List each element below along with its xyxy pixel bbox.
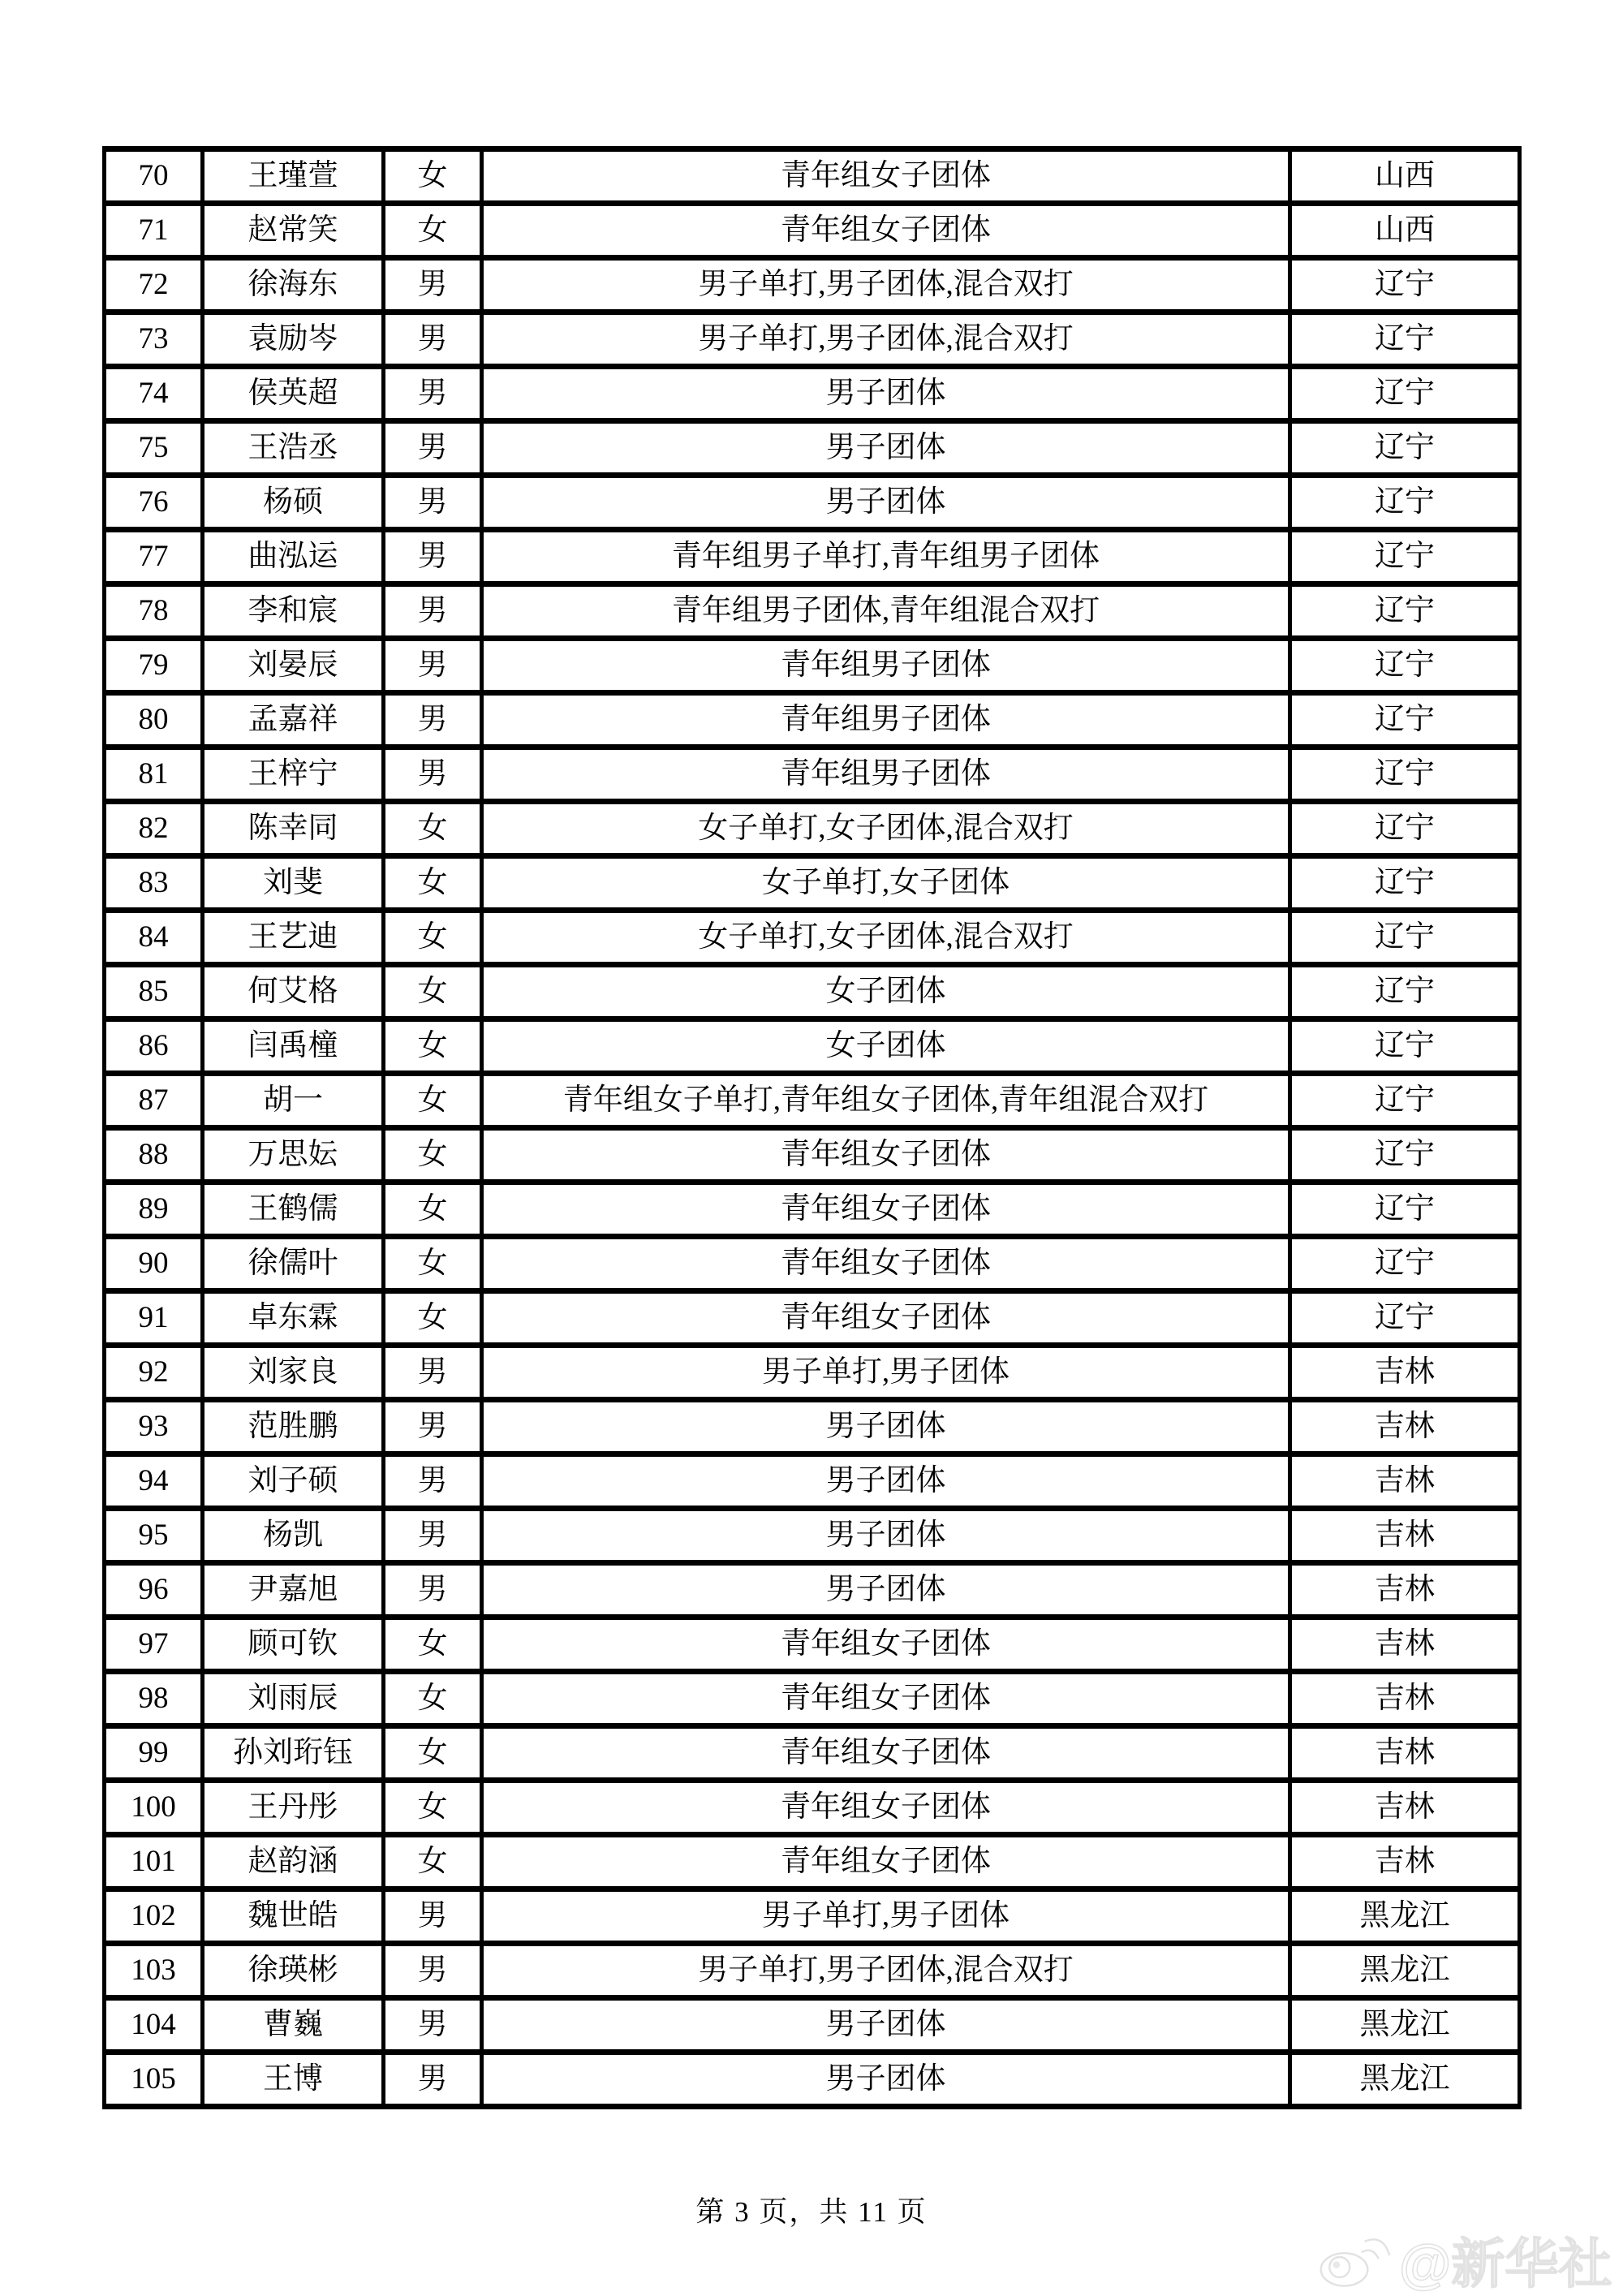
cell-gender: 男 (384, 1346, 482, 1400)
table-row (105, 1400, 1520, 1454)
cell-unit: 吉林 (1290, 1563, 1520, 1618)
cell-name: 徐海东 (203, 258, 384, 312)
cell-events: 青年组女子团体 (482, 204, 1290, 258)
table-row (105, 693, 1520, 747)
weibo-icon (1316, 2225, 1394, 2293)
cell-events: 青年组女子团体 (482, 1128, 1290, 1182)
table-row (105, 639, 1520, 693)
cell-unit: 辽宁 (1290, 530, 1520, 584)
cell-unit: 吉林 (1290, 1726, 1520, 1781)
cell-unit: 黑龙江 (1290, 2053, 1520, 2107)
table-row (105, 530, 1520, 584)
cell-unit: 吉林 (1290, 1781, 1520, 1835)
cell-events: 青年组男子团体 (482, 747, 1290, 802)
cell-seq: 95 (105, 1509, 203, 1563)
table-row (105, 421, 1520, 476)
cell-gender: 男 (384, 258, 482, 312)
table-row (105, 1944, 1520, 1998)
cell-gender: 女 (384, 1781, 482, 1835)
cell-events: 男子单打,男子团体,混合双打 (482, 1944, 1290, 1998)
cell-gender: 男 (384, 367, 482, 421)
cell-seq: 81 (105, 747, 203, 802)
cell-events: 青年组女子团体 (482, 1237, 1290, 1291)
table-row (105, 1726, 1520, 1781)
cell-seq: 84 (105, 911, 203, 965)
cell-name: 卓东霖 (203, 1291, 384, 1346)
cell-unit: 辽宁 (1290, 911, 1520, 965)
cell-unit: 黑龙江 (1290, 1944, 1520, 1998)
cell-name: 刘雨辰 (203, 1672, 384, 1726)
cell-events: 女子团体 (482, 1019, 1290, 1074)
cell-name: 杨凯 (203, 1509, 384, 1563)
cell-name: 侯英超 (203, 367, 384, 421)
cell-seq: 76 (105, 476, 203, 530)
table-row (105, 1346, 1520, 1400)
cell-seq: 91 (105, 1291, 203, 1346)
cell-events: 青年组女子团体 (482, 149, 1290, 204)
cell-events: 男子团体 (482, 2053, 1290, 2107)
cell-gender: 女 (384, 1074, 482, 1128)
table-row (105, 1781, 1520, 1835)
cell-seq: 90 (105, 1237, 203, 1291)
cell-seq: 75 (105, 421, 203, 476)
cell-unit: 吉林 (1290, 1400, 1520, 1454)
cell-unit: 辽宁 (1290, 747, 1520, 802)
cell-seq: 97 (105, 1618, 203, 1672)
cell-gender: 男 (384, 312, 482, 367)
cell-name: 陈幸同 (203, 802, 384, 856)
cell-gender: 男 (384, 1944, 482, 1998)
cell-gender: 男 (384, 476, 482, 530)
cell-seq: 79 (105, 639, 203, 693)
table-row (105, 747, 1520, 802)
cell-seq: 85 (105, 965, 203, 1019)
cell-gender: 女 (384, 1672, 482, 1726)
cell-seq: 87 (105, 1074, 203, 1128)
cell-gender: 女 (384, 1128, 482, 1182)
roster-table (102, 146, 1522, 2109)
cell-gender: 男 (384, 1509, 482, 1563)
cell-unit: 辽宁 (1290, 476, 1520, 530)
table-row (105, 1835, 1520, 1889)
cell-unit: 辽宁 (1290, 1019, 1520, 1074)
cell-name: 范胜鹏 (203, 1400, 384, 1454)
table-row (105, 965, 1520, 1019)
cell-events: 男子团体 (482, 1509, 1290, 1563)
cell-events: 青年组男子团体 (482, 693, 1290, 747)
cell-seq: 82 (105, 802, 203, 856)
table-row (105, 1454, 1520, 1509)
cell-name: 胡一 (203, 1074, 384, 1128)
cell-name: 杨硕 (203, 476, 384, 530)
cell-gender: 男 (384, 421, 482, 476)
cell-unit: 吉林 (1290, 1835, 1520, 1889)
cell-name: 孟嘉祥 (203, 693, 384, 747)
cell-unit: 辽宁 (1290, 965, 1520, 1019)
cell-gender: 女 (384, 149, 482, 204)
cell-unit: 辽宁 (1290, 312, 1520, 367)
cell-name: 王瑾萱 (203, 149, 384, 204)
cell-gender: 男 (384, 693, 482, 747)
cell-name: 闫禹橦 (203, 1019, 384, 1074)
cell-seq: 93 (105, 1400, 203, 1454)
cell-name: 赵常笑 (203, 204, 384, 258)
cell-seq: 74 (105, 367, 203, 421)
cell-gender: 男 (384, 530, 482, 584)
cell-gender: 女 (384, 1726, 482, 1781)
cell-events: 男子团体 (482, 367, 1290, 421)
cell-seq: 105 (105, 2053, 203, 2107)
cell-seq: 77 (105, 530, 203, 584)
cell-events: 青年组女子团体 (482, 1182, 1290, 1237)
cell-unit: 吉林 (1290, 1509, 1520, 1563)
table-row (105, 1889, 1520, 1944)
cell-gender: 女 (384, 965, 482, 1019)
cell-seq: 102 (105, 1889, 203, 1944)
cell-seq: 73 (105, 312, 203, 367)
cell-name: 何艾格 (203, 965, 384, 1019)
cell-gender: 女 (384, 1019, 482, 1074)
cell-name: 孙刘珩钰 (203, 1726, 384, 1781)
cell-unit: 吉林 (1290, 1454, 1520, 1509)
cell-unit: 辽宁 (1290, 1237, 1520, 1291)
cell-events: 男子团体 (482, 1998, 1290, 2053)
table-row (105, 584, 1520, 639)
cell-name: 尹嘉旭 (203, 1563, 384, 1618)
cell-unit: 辽宁 (1290, 421, 1520, 476)
cell-unit: 辽宁 (1290, 693, 1520, 747)
watermark (1316, 2221, 1612, 2296)
table-row (105, 367, 1520, 421)
cell-events: 男子团体 (482, 1454, 1290, 1509)
table-row (105, 1672, 1520, 1726)
cell-unit: 辽宁 (1290, 367, 1520, 421)
table-row (105, 204, 1520, 258)
cell-name: 王梓宁 (203, 747, 384, 802)
cell-unit: 吉林 (1290, 1346, 1520, 1400)
cell-unit: 辽宁 (1290, 1291, 1520, 1346)
table-row (105, 1618, 1520, 1672)
cell-seq: 104 (105, 1998, 203, 2053)
cell-seq: 70 (105, 149, 203, 204)
cell-gender: 女 (384, 1237, 482, 1291)
cell-name: 王艺迪 (203, 911, 384, 965)
table-row (105, 149, 1520, 204)
cell-unit: 辽宁 (1290, 258, 1520, 312)
cell-unit: 辽宁 (1290, 1128, 1520, 1182)
cell-events: 男子团体 (482, 1563, 1290, 1618)
cell-seq: 101 (105, 1835, 203, 1889)
cell-events: 女子单打,女子团体,混合双打 (482, 802, 1290, 856)
cell-seq: 92 (105, 1346, 203, 1400)
cell-events: 青年组女子团体 (482, 1291, 1290, 1346)
cell-seq: 99 (105, 1726, 203, 1781)
cell-gender: 女 (384, 1291, 482, 1346)
cell-name: 刘家良 (203, 1346, 384, 1400)
table-row (105, 1074, 1520, 1128)
cell-unit: 山西 (1290, 204, 1520, 258)
cell-events: 男子单打,男子团体 (482, 1889, 1290, 1944)
cell-seq: 96 (105, 1563, 203, 1618)
cell-unit: 辽宁 (1290, 1074, 1520, 1128)
cell-gender: 男 (384, 1998, 482, 2053)
cell-name: 王浩丞 (203, 421, 384, 476)
cell-events: 男子单打,男子团体,混合双打 (482, 258, 1290, 312)
cell-events: 女子单打,女子团体 (482, 856, 1290, 911)
table-row (105, 312, 1520, 367)
cell-unit: 吉林 (1290, 1672, 1520, 1726)
cell-events: 男子团体 (482, 476, 1290, 530)
cell-gender: 女 (384, 1618, 482, 1672)
cell-unit: 辽宁 (1290, 639, 1520, 693)
cell-gender: 男 (384, 1454, 482, 1509)
cell-name: 刘斐 (203, 856, 384, 911)
cell-name: 徐瑛彬 (203, 1944, 384, 1998)
cell-seq: 71 (105, 204, 203, 258)
table-row (105, 1237, 1520, 1291)
table-row (105, 1182, 1520, 1237)
cell-name: 魏世皓 (203, 1889, 384, 1944)
cell-name: 万思妘 (203, 1128, 384, 1182)
cell-gender: 女 (384, 1182, 482, 1237)
cell-unit: 辽宁 (1290, 802, 1520, 856)
cell-events: 青年组女子团体 (482, 1726, 1290, 1781)
cell-seq: 72 (105, 258, 203, 312)
table-row (105, 1563, 1520, 1618)
table-row (105, 1998, 1520, 2053)
cell-events: 男子单打,男子团体 (482, 1346, 1290, 1400)
cell-gender: 女 (384, 204, 482, 258)
cell-name: 袁励岑 (203, 312, 384, 367)
cell-events: 男子单打,男子团体,混合双打 (482, 312, 1290, 367)
cell-gender: 男 (384, 584, 482, 639)
cell-events: 青年组女子团体 (482, 1835, 1290, 1889)
cell-events: 青年组男子团体,青年组混合双打 (482, 584, 1290, 639)
cell-unit: 吉林 (1290, 1618, 1520, 1672)
cell-unit: 辽宁 (1290, 584, 1520, 639)
cell-events: 青年组女子团体 (482, 1672, 1290, 1726)
cell-name: 顾可钦 (203, 1618, 384, 1672)
cell-events: 青年组男子单打,青年组男子团体 (482, 530, 1290, 584)
table-row (105, 258, 1520, 312)
cell-name: 赵韵涵 (203, 1835, 384, 1889)
cell-seq: 100 (105, 1781, 203, 1835)
cell-unit: 山西 (1290, 149, 1520, 204)
cell-gender: 女 (384, 856, 482, 911)
table-row (105, 1128, 1520, 1182)
cell-gender: 女 (384, 802, 482, 856)
cell-gender: 女 (384, 1835, 482, 1889)
cell-name: 刘晏辰 (203, 639, 384, 693)
cell-gender: 男 (384, 1400, 482, 1454)
cell-events: 青年组女子单打,青年组女子团体,青年组混合双打 (482, 1074, 1290, 1128)
table-row (105, 802, 1520, 856)
cell-gender: 男 (384, 1889, 482, 1944)
table-row (105, 1509, 1520, 1563)
cell-name: 王博 (203, 2053, 384, 2107)
cell-gender: 女 (384, 911, 482, 965)
cell-name: 曹巍 (203, 1998, 384, 2053)
cell-gender: 男 (384, 2053, 482, 2107)
cell-events: 青年组女子团体 (482, 1618, 1290, 1672)
cell-unit: 辽宁 (1290, 856, 1520, 911)
cell-seq: 88 (105, 1128, 203, 1182)
cell-seq: 83 (105, 856, 203, 911)
roster-table-body (105, 149, 1520, 2107)
cell-unit: 黑龙江 (1290, 1889, 1520, 1944)
cell-seq: 94 (105, 1454, 203, 1509)
cell-name: 李和宸 (203, 584, 384, 639)
page-number-label: 第 3 页，共 11 页 (695, 2196, 928, 2228)
cell-seq: 86 (105, 1019, 203, 1074)
cell-gender: 男 (384, 639, 482, 693)
cell-seq: 78 (105, 584, 203, 639)
table-row (105, 1291, 1520, 1346)
cell-seq: 89 (105, 1182, 203, 1237)
cell-name: 曲泓运 (203, 530, 384, 584)
cell-events: 女子单打,女子团体,混合双打 (482, 911, 1290, 965)
cell-name: 徐儒叶 (203, 1237, 384, 1291)
cell-seq: 98 (105, 1672, 203, 1726)
watermark-label: @新华社 (1399, 2234, 1612, 2294)
cell-name: 王鹤儒 (203, 1182, 384, 1237)
cell-events: 青年组女子团体 (482, 1781, 1290, 1835)
cell-seq: 80 (105, 693, 203, 747)
table-row (105, 911, 1520, 965)
cell-events: 女子团体 (482, 965, 1290, 1019)
cell-name: 刘子硕 (203, 1454, 384, 1509)
table-row (105, 1019, 1520, 1074)
table-row (105, 2053, 1520, 2107)
cell-events: 青年组男子团体 (482, 639, 1290, 693)
table-row (105, 856, 1520, 911)
cell-unit: 黑龙江 (1290, 1998, 1520, 2053)
cell-gender: 男 (384, 1563, 482, 1618)
table-row (105, 476, 1520, 530)
cell-events: 男子团体 (482, 1400, 1290, 1454)
cell-name: 王丹彤 (203, 1781, 384, 1835)
cell-gender: 男 (384, 747, 482, 802)
cell-events: 男子团体 (482, 421, 1290, 476)
cell-unit: 辽宁 (1290, 1182, 1520, 1237)
cell-seq: 103 (105, 1944, 203, 1998)
